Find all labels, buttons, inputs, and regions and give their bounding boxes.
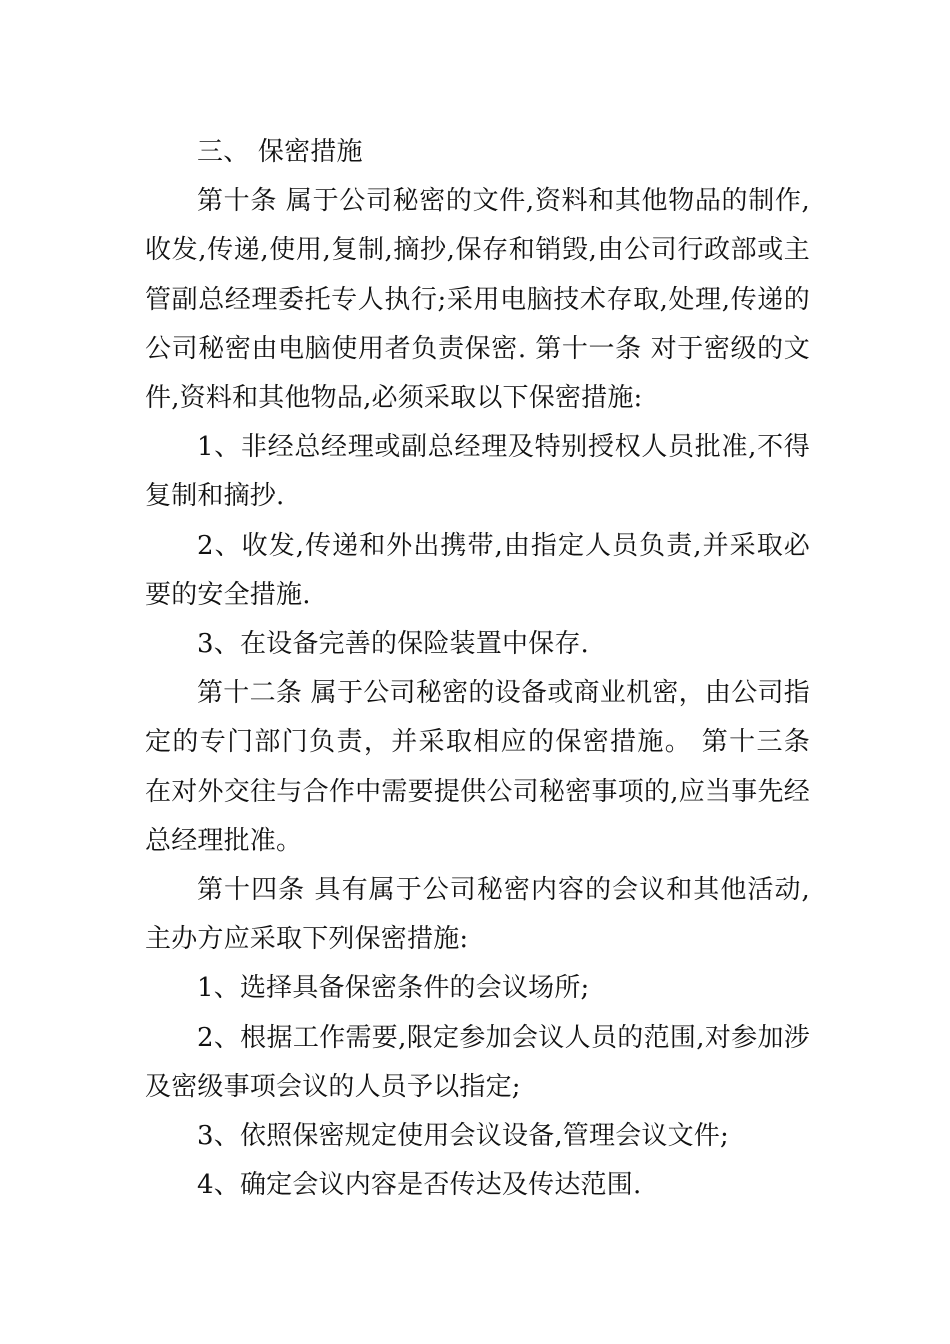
section-heading: 三、 保密措施 — [197, 137, 363, 167]
list-item-1: 1、非经总经理或副总经理及特别授权人员批准,不得复制和摘抄. — [145, 432, 810, 512]
meeting-item-4: 4、确定会议内容是否传达及传达范围. — [197, 1170, 642, 1201]
paragraph-article-12-13: 第十二条 属于公司秘密的设备或商业机密，由公司指定的专门部门负责，并采取相应的保密措施。 第十三条 在对外交往与合作中需要提供公司秘密事项的,应当事先经总经理批准。 — [145, 678, 810, 856]
meeting-item-1: 1、选择具备保密条件的会议场所; — [197, 973, 590, 1004]
paragraph-article-10-11: 第十条 属于公司秘密的文件,资料和其他物品的制作,收发,传递,使用,复制,摘抄,保存和销毁,由公司行政部或主管副总经理委托专人执行;采用电脑技术存取,处理,传递的公司秘密由电脑使用者负责保密. 第十一条 对于密级的文件,资料和其他物品,必须采取以下保密措施: — [145, 186, 810, 414]
paragraph-article-14: 第十四条 具有属于公司秘密内容的会议和其他活动,主办方应采取下列保密措施: — [145, 875, 810, 955]
list-item-3: 3、在设备完善的保险装置中保存. — [197, 629, 590, 660]
meeting-item-3: 3、依照保密规定使用会议设备,管理会议文件; — [197, 1121, 729, 1152]
document-body — [145, 128, 810, 1210]
meeting-item-2: 2、根据工作需要,限定参加会议人员的范围,对参加涉及密级事项会议的人员予以指定; — [145, 1022, 810, 1102]
list-item-2: 2、收发,传递和外出携带,由指定人员负责,并采取必要的安全措施. — [145, 530, 810, 610]
